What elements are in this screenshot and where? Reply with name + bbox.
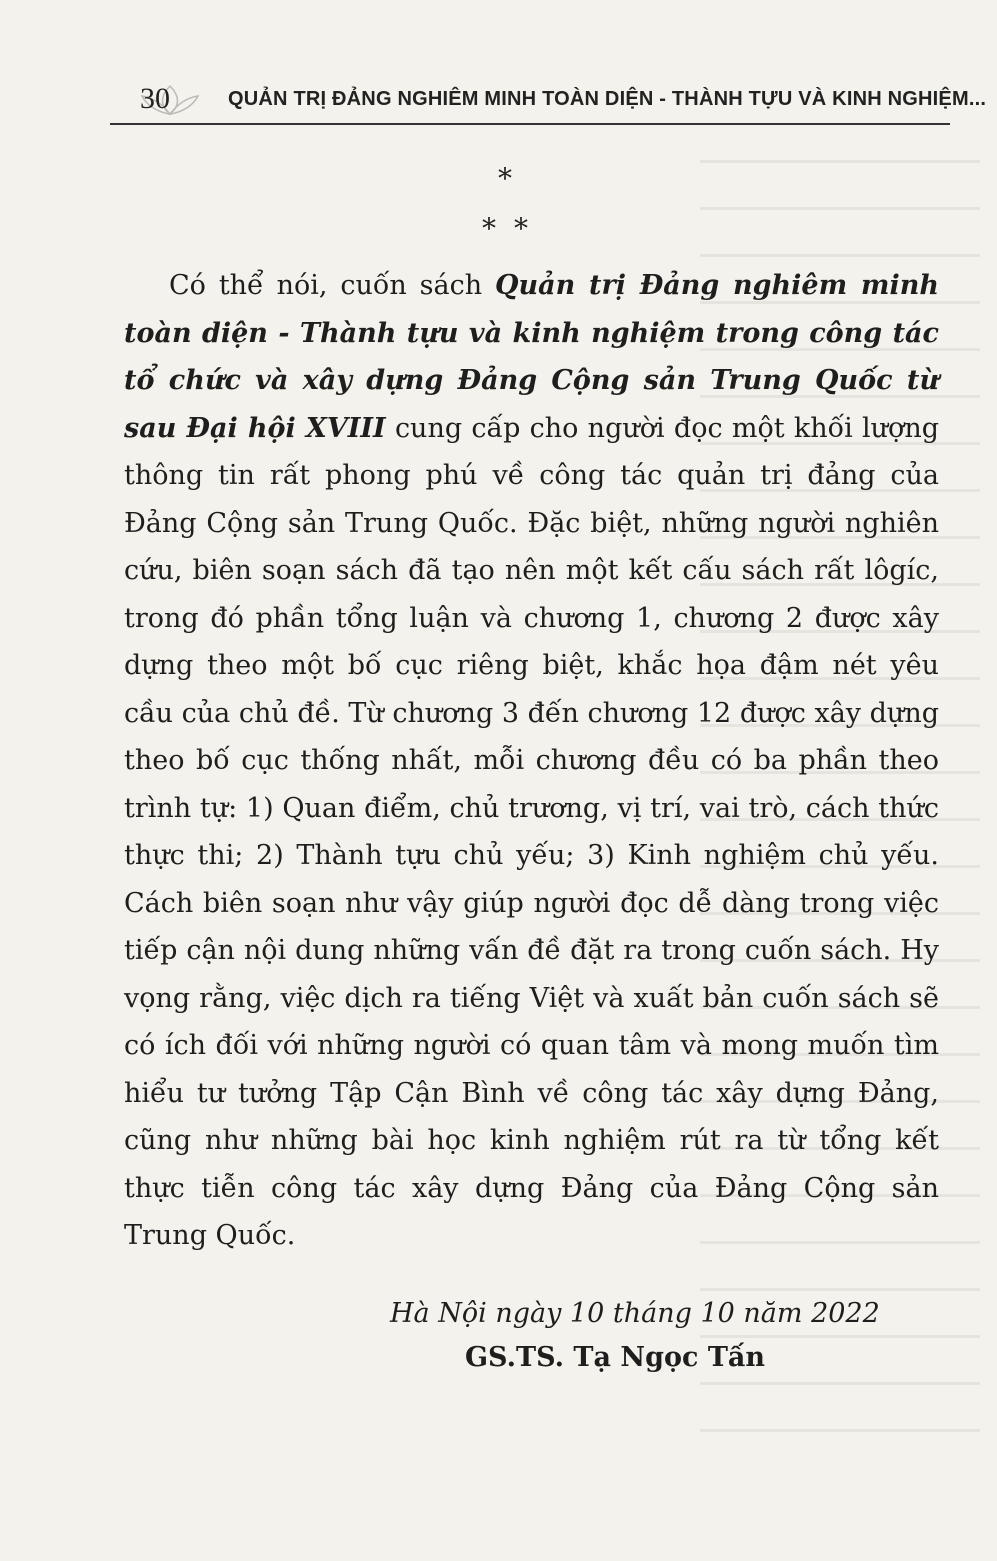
body-rest: cung cấp cho người đọc một khối lượng thông tin rất phong phú về công tác quản trị đảng của Đảng Cộng sản Trung Quốc. Đặc biệt, những người nghiên cứu, biên soạn sách đã tạo nên một kết cấu sách rất lôgíc, trong đó phần tổng luận và chương 1, chương 2 được xây dựng theo một bố cục riêng biệt, khắc họa đậm nét yêu cầu của chủ đề. Từ chương 3 đến chương 12 được xây dựng theo bố cục thống nhất, mỗi chương đều có ba phần theo trình tự: 1) Quan điểm, chủ trương, vị trí, vai trò, cách thức thực thi; 2) Thành tựu chủ yếu; 3) Kinh nghiệm chủ yếu. Cách biên soạn như vậy giúp người đọc dễ dàng trong việc tiếp cận nội dung những vấn đề đặt ra trong cuốn sách. Hy vọng rằng, việc dịch ra tiếng Việt và xuất bản cuốn sách sẽ có ích đối với những người có quan tâm và mong muốn tìm hiểu tư tưởng Tập Cận Bình về công tác xây dựng Đảng, cũng như những bài học kinh nghiệm rút ra từ tổng kết thực tiễn công tác xây dựng Đảng của Đảng Cộng sản Trung Quốc.	[124, 412, 939, 1251]
place-date: Hà Nội ngày 10 tháng 10 năm 2022	[390, 1298, 880, 1329]
header-rule	[110, 123, 950, 125]
book-title: Quản trị Đảng nghiêm minh toàn diện - Thành tựu và kinh nghiệm trong công tác tổ chức và xây dựng Đảng Cộng sản Trung Quốc từ sau Đại hội XVIII	[124, 270, 939, 444]
body-paragraph	[124, 262, 939, 1260]
separator-star: *	[482, 212, 496, 245]
running-title: QUẢN TRỊ ĐẢNG NGHIÊM MINH TOÀN DIỆN - THÀNH TỰU VÀ KINH NGHIỆM...	[228, 88, 987, 110]
author-signature: GS.TS. Tạ Ngọc Tấn	[465, 1342, 766, 1373]
body-intro: Có thể nói, cuốn sách	[169, 270, 496, 301]
separator-star: *	[498, 162, 512, 195]
page-number: 30	[140, 82, 170, 115]
running-header	[110, 82, 987, 122]
separator-star: *	[514, 212, 528, 245]
